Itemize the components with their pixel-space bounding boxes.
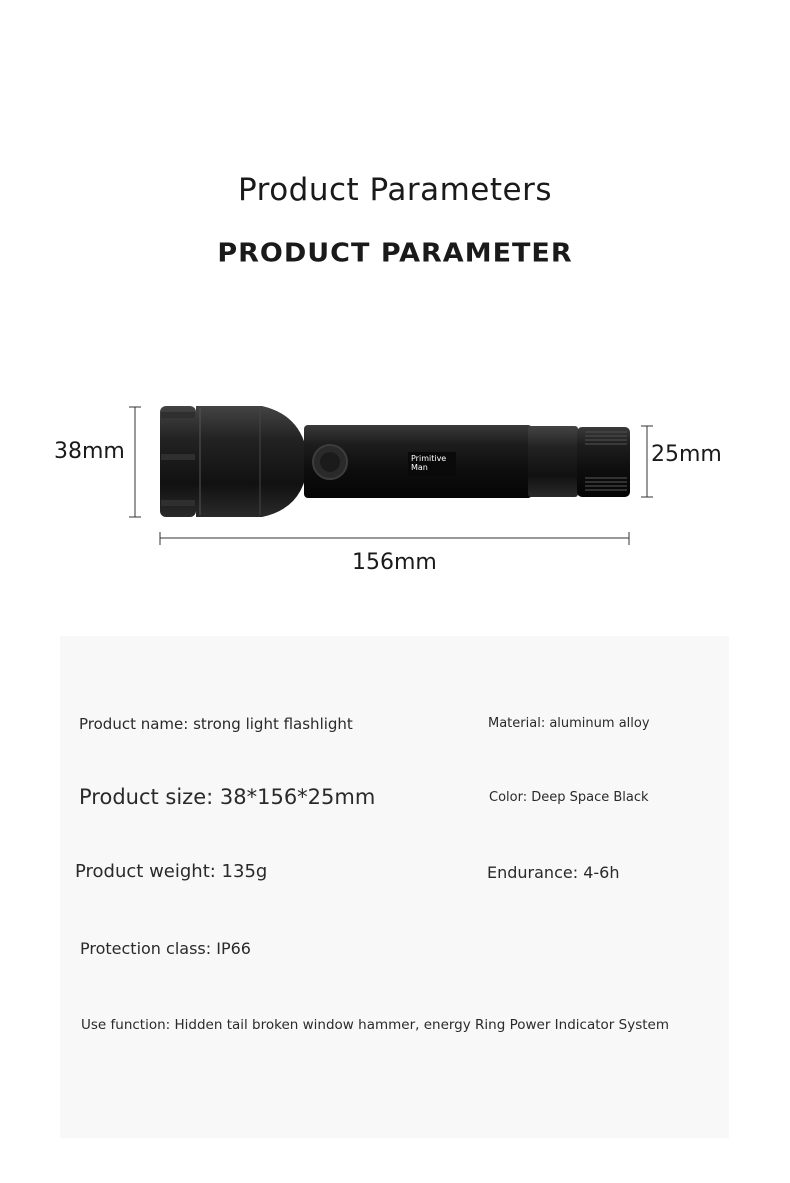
brand-line-2: Man <box>411 463 428 472</box>
length-label: 156mm <box>352 550 437 575</box>
spec-product-name: Product name: strong light flashlight <box>79 715 353 733</box>
spec-panel <box>60 636 729 1138</box>
flashlight-figure <box>0 390 790 590</box>
page-subtitle: PRODUCT PARAMETER <box>217 238 573 269</box>
spec-material: Material: aluminum alloy <box>488 716 650 731</box>
spec-protection-class: Protection class: IP66 <box>80 939 251 958</box>
page-title: Product Parameters <box>238 172 552 208</box>
spec-color: Color: Deep Space Black <box>489 790 649 805</box>
spec-product-weight: Product weight: 135g <box>75 861 268 882</box>
spec-use-function: Use function: Hidden tail broken window hammer, energy Ring Power Indicator System <box>81 1017 669 1033</box>
height-dimension <box>129 407 141 517</box>
height-label: 38mm <box>54 439 125 464</box>
brand-line-1: Primitive <box>411 454 447 463</box>
spec-endurance: Endurance: 4-6h <box>487 863 620 882</box>
length-dimension <box>160 532 629 545</box>
spec-product-size: Product size: 38*156*25mm <box>79 785 376 809</box>
tail-diameter-label: 25mm <box>651 442 722 467</box>
flashlight <box>160 406 630 517</box>
